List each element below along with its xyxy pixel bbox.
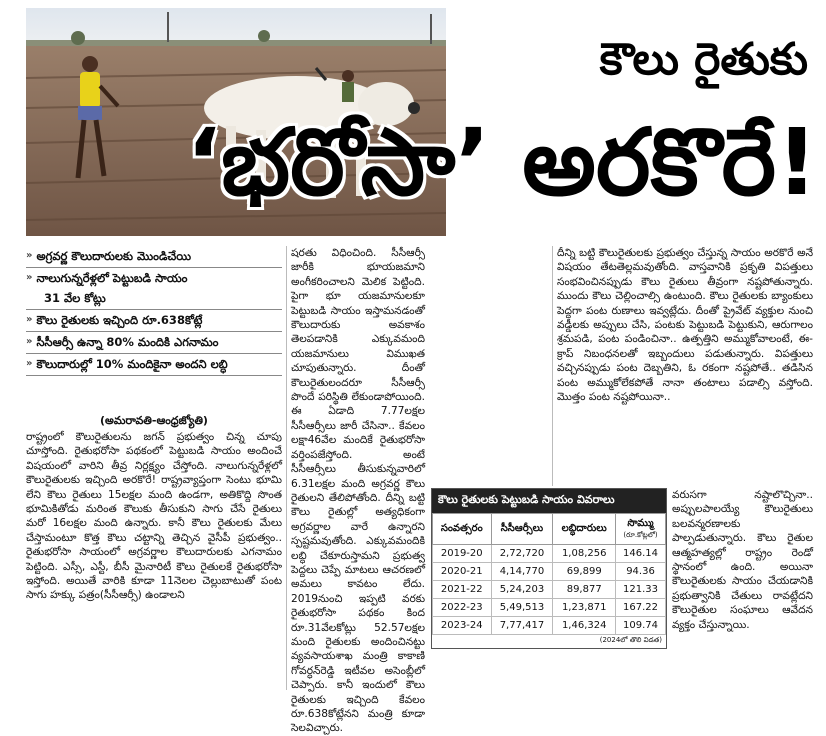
table-row: 2019-20 2,72,720 1,08,256 146.14 (433, 545, 666, 563)
double-arrow-icon: » (26, 250, 33, 261)
amount-unit: (రూ.కోట్లలో) (623, 531, 658, 539)
column-divider (552, 246, 553, 486)
column-divider (286, 246, 287, 690)
dateline: (అమరావతి-ఆంధ్రజ్యోతి) (100, 414, 208, 427)
double-arrow-icon: » (26, 272, 33, 283)
highlight-item: » కౌలు రైతులకు ఇచ్చింది రూ.638కోట్లే (26, 310, 282, 332)
double-arrow-icon: » (26, 336, 33, 347)
table-row: 2023-24 7,77,417 1,46,324 109.74 (433, 617, 666, 635)
double-arrow-icon: » (26, 358, 33, 369)
highlight-item: » అగ్రవర్ణ కౌలుదారులకు మొండిచేయి (26, 246, 282, 268)
table-header-row (433, 514, 666, 545)
investment-support-table (431, 488, 667, 649)
table-row: 2022-23 5,49,513 1,23,871 167.22 (433, 599, 666, 617)
header-beneficiaries: లబ్ధిదారులు (553, 514, 616, 545)
table-row: 2021-22 5,24,203 89,877 121.33 (433, 581, 666, 599)
headline-main: ‘భరోసా’ అరకొరే! (186, 109, 818, 216)
data-table (432, 513, 666, 635)
table-row: 2020-21 4,14,770 69,899 94.36 (433, 563, 666, 581)
highlights-box (26, 246, 282, 376)
article-column-2: షరతు విధించింది. సీసీఆర్సీ జారీకి భూయజమాని అంగీకరించాలని మెలిక పెట్టింది. పైగా భూ యజమానులకూ పెట్టుబడి సాయం ఇస్తామనడంతో కౌలుదారుకు అవకాశం తెలపడానికి ఎక్కువమంది యజమానులు విముఖత చూపుతున్నారు. దీంతో కౌలురైతులందరూ సీసీఆర్సీ పొందే పరిస్థితి లేకుండాపోయింది. ఈ ఏడాది 7.77లక్షల సీసీఆర్సీలు జారీ చేసినా.. కేవలం లక్షా46వేల మందికే రైతుభరోసా వర్తింపజేస్తోంది. అంటే సీసీఆర్సీలు తీసుకున్నవారిలో 6.31లక్షల మంది అగ్రవర్ణ కౌలు రైతులని తేలిపోతోంది. దీన్ని బట్టి కౌలు రైతుల్లో అత్యధికంగా అగ్రవర్ణాల వారే ఉన్నారని స్పష్టమవుతోంది. ఎక్కువమందికి లబ్ధి చేకూరుస్తామని ప్రభుత్వ పెద్దలు చెప్పే మాటలు ఆచరణలో అమలు కావటం లేదు. 2019నుంచి ఇప్పటి వరకు రైతుభరోసా పథకం కింద రూ.31వేలకోట్లు 52.57లక్షల మంది రైతులకు అందించినట్టు వ్యవసాయశాఖ మంత్రి కాకాణి గోవర్ధన్‌రెడ్డి ఇటీవల అసెంబ్లీలో చెప్పారు. కానీ ఇందులో కౌలు రైతులకు ఇచ్చింది కేవలం రూ.638కోట్లేనని మంత్రి కూడా సెలవిచ్చారు. (291, 247, 425, 735)
headline-top: కౌలు రైతుకు (599, 34, 808, 85)
article-column-1: రాష్ట్రంలో కౌలురైతులను జగన్ ప్రభుత్వం చిన్న చూపు చూస్తోంది. రైతుభరోసా పథకంలో పెట్టుబడి సాయం అందించే విషయంలో వారిని తీవ్ర నిర్లక్ష్యం చేస్తోంది. నాలుగున్నరేళ్లలో కౌలురైతులకు ఇచ్చింది అరకొరే! రాష్ట్రవ్యాప్తంగా సెంటు భూమి లేని కౌలు రైతులు 15లక్షల మంది ఉండగా, అతికొద్ది సొంత భూమికితోడు మరింత కౌలుకు తీసుకుని సాగు చేసే రైతులు మరో 16లక్షల మంది ఉన్నారు. కానీ కౌలు రైతులకు మేలు చేస్తామంటూ కొత్త కౌలు చట్టాన్ని తెచ్చిన వైసీపీ ప్రభుత్వం.. రైతుభరోసా సాయంలో అగ్రవర్ణాల కౌలుదారులకు ఎగనామం పెట్టింది. ఎస్సీ, ఎస్టీ, బీసీ మైనారిటీ కౌలు రైతులకే రైతుభరోసా ఇస్తోంది. అయితే వారికి కూడా 11నెలల చెల్లుబాటుతో పంట సాగు హక్కు పత్రం(సీసీఆర్సీ) ఉండాలని (26, 431, 282, 602)
article-column-3: దీన్ని బట్టి కౌలురైతులకు ప్రభుత్వం చేస్తున్న సాయం అరకొరే అనే విషయం తేటతెల్లమవుతోంది. వాస్తవానికి ప్రకృతి విపత్తులు సంభవించినప్పుడు కౌలు రైతులు తీవ్రంగా నష్టపోతున్నారు. ముందు కౌలు చెల్లించాల్సి ఉంటుంది. కౌలు రైతులకు బ్యాంకులు పెద్దగా పంట రుణాలు ఇవ్వట్లేదు. దీంతో ప్రైవేట్ వ్యక్తుల నుంచి వడ్డీలకు అప్పులు చేసి, పంటకు పెట్టుబడి పెట్టుకుని, ఆరుగాలం శ్రమపడి, పంట పండించినా.. ఉత్పత్తిని అమ్ముకోవాలంటే, ఈ-క్రాప్ నిబంధనలతో ఇబ్బందులు పడుతున్నారు. విపత్తులు వచ్చినప్పుడు పంట దెబ్బతిని, ఓ రకంగా నష్టపోతే.. తడిసిన పంట అమ్ముకోలేకపోతే నానా తంటాలు పడాల్సి వస్తోంది. మొత్తం పంట నష్టపోయినా.. (557, 247, 813, 404)
highlight-item: » నాలుగున్నరేళ్లలో పెట్టుబడి సాయం 31 వేల కోట్లు (26, 268, 282, 310)
article-column-3-continued: వరుసగా నష్టాలొచ్చినా.. అప్పులపాలయ్యే కౌలురైతులు బలవన్మరణాలకు పాల్పడుతున్నారు. కౌలు రైతుల ఆత్మహత్యల్లో రాష్ట్రం రెండో స్థానంలో ఉంది. అయినా కౌలురైతులకు సాయం చేయడానికి ప్రభుత్వానికి చేతులు రావట్లేదని కౌలురైతుల సంఘాలు ఆవేదన వ్యక్తం చేస్తున్నాయి. (672, 489, 813, 631)
double-arrow-icon: » (26, 314, 33, 325)
header-amount: సొమ్ము (రూ.కోట్లలో) (616, 514, 666, 545)
header-year: సంవత్సరం (433, 514, 492, 545)
table-note: (2024లో తొలి విడత) (599, 636, 662, 644)
header-ccrc: సీసీఆర్సీలు (491, 514, 553, 545)
highlight-item: » కౌలుదారుల్లో 10% మందికైనా అందని లబ్ధి (26, 354, 282, 376)
table-title: కౌలు రైతులకు పెట్టుబడి సాయం వివరాలు (432, 489, 666, 513)
highlight-item: » సీసీఆర్సీ ఉన్నా 80% మందికి ఎగనామం (26, 332, 282, 354)
